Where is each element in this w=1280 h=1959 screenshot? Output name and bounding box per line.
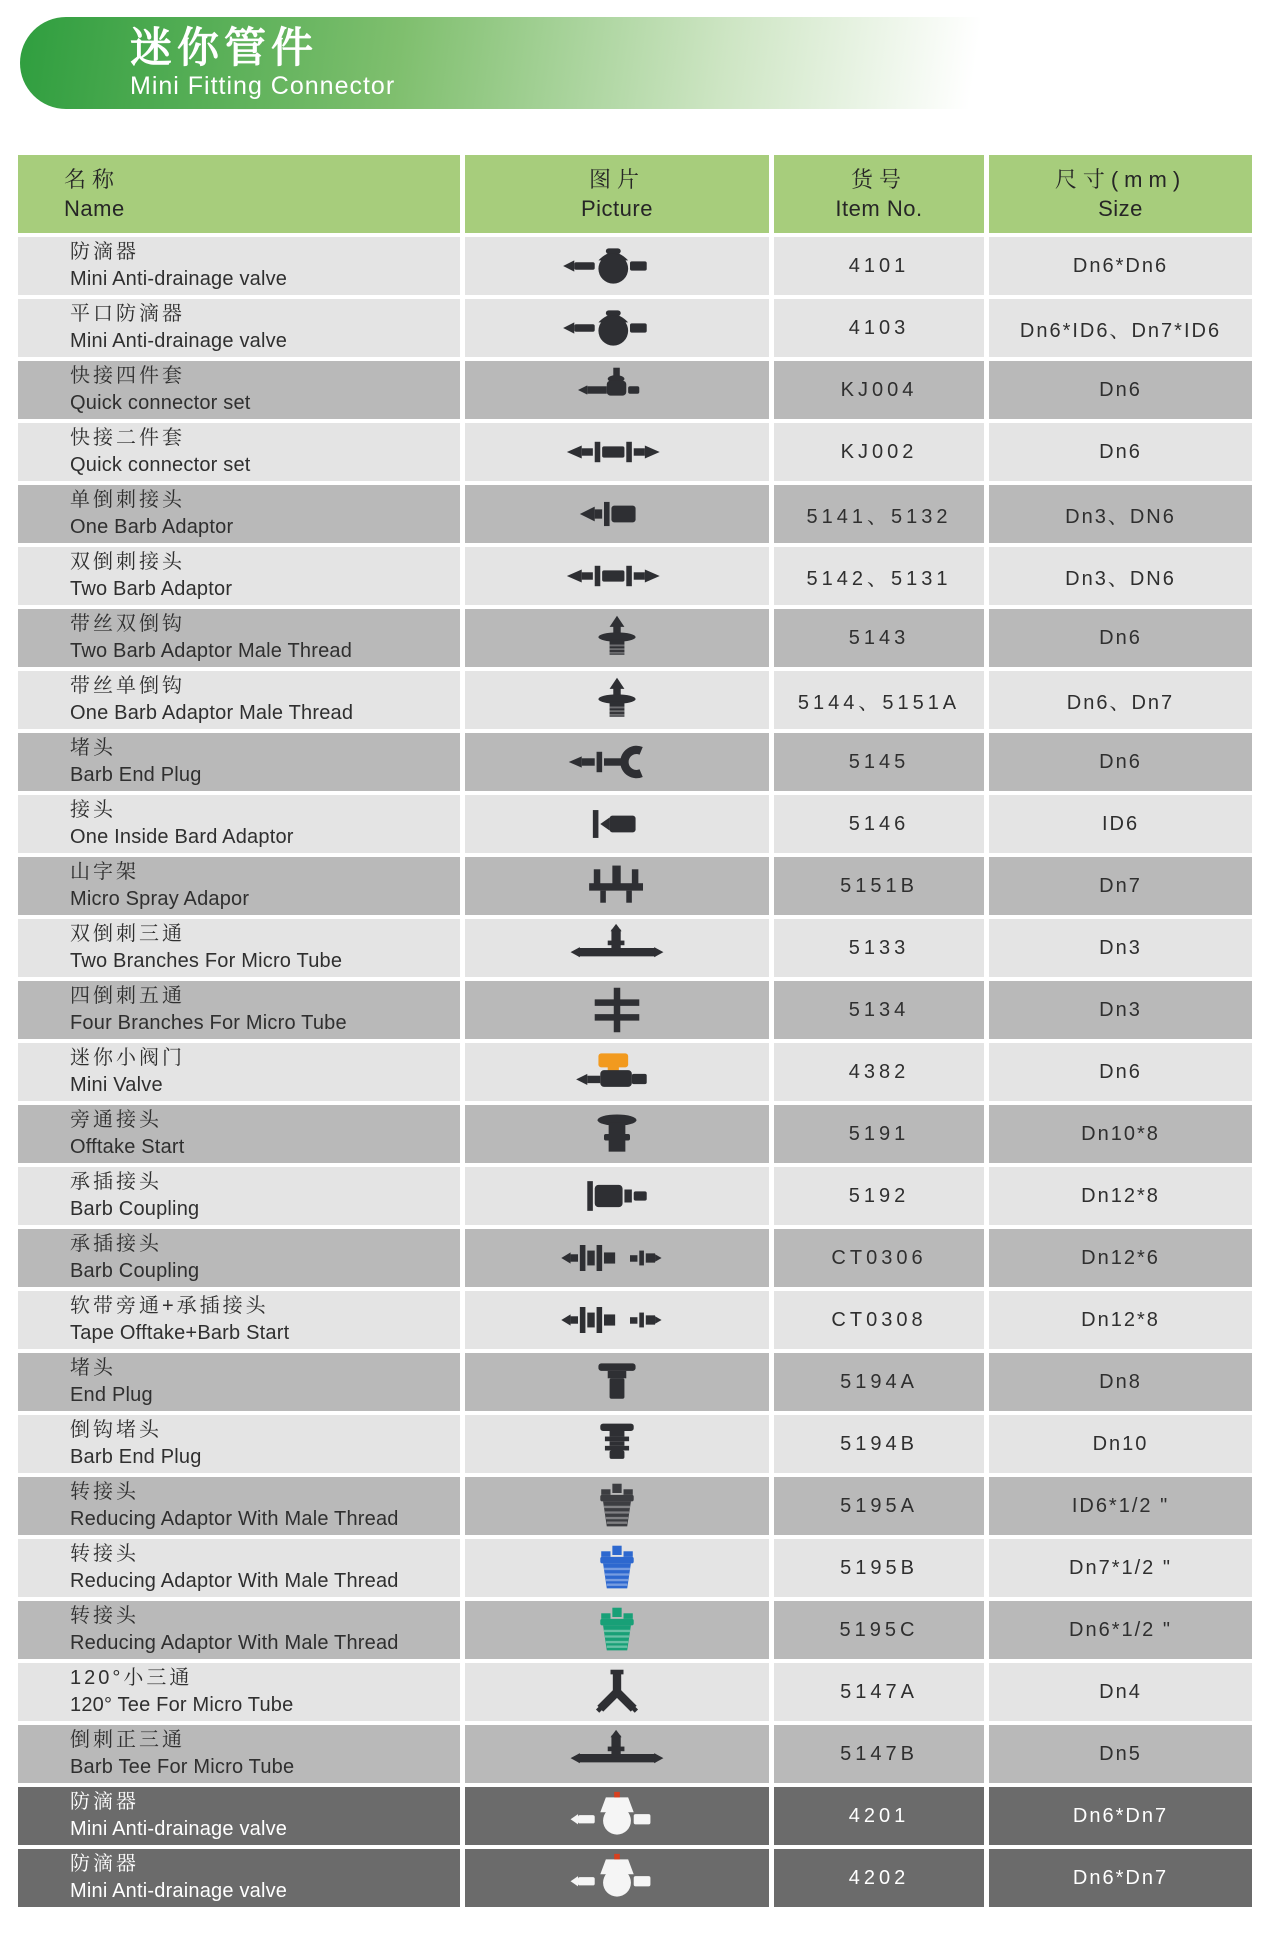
table-row (18, 981, 1251, 1039)
header-size (989, 155, 1252, 233)
size-cell: Dn12*8 (989, 1291, 1252, 1349)
product-photo-cell (465, 1353, 769, 1411)
white-valve-icon (527, 1790, 707, 1842)
table-row (18, 1353, 1251, 1411)
product-name-cell (18, 1353, 460, 1411)
product-photo-cell (465, 795, 769, 853)
item-no-cell: 5194B (774, 1415, 984, 1473)
item-no-cell: 5145 (774, 733, 984, 791)
product-name-en: Quick connector set (70, 454, 251, 476)
product-name-cn: 旁通接头 (70, 1109, 162, 1131)
product-name-en: One Barb Adaptor Male Thread (70, 702, 354, 724)
one-barb-adaptor-icon (527, 488, 707, 540)
product-name-cell (18, 1105, 460, 1163)
table-row (18, 1601, 1251, 1659)
product-name-cell (18, 299, 460, 357)
product-name-cell (18, 1787, 460, 1845)
barb-end-plug-icon (527, 1418, 707, 1470)
product-name-cell (18, 1415, 460, 1473)
size-cell: Dn6*Dn7 (989, 1849, 1252, 1907)
table-row (18, 423, 1251, 481)
barb-tee-icon (527, 922, 707, 974)
product-name-cell (18, 423, 460, 481)
table-row (18, 919, 1251, 977)
header-name-cn: 名称 (64, 167, 121, 192)
item-no-cell: 4103 (774, 299, 984, 357)
product-name-en: Mini Anti-drainage valve (70, 268, 288, 290)
table-row (18, 1229, 1251, 1287)
size-cell: Dn12*6 (989, 1229, 1252, 1287)
table-row (18, 609, 1251, 667)
table-row (18, 299, 1251, 357)
product-photo-cell (465, 1043, 769, 1101)
product-name-en: Tape Offtake+Barb Start (70, 1322, 290, 1344)
product-name-cell (18, 361, 460, 419)
table-row (18, 485, 1251, 543)
product-photo-cell (465, 733, 769, 791)
reducing-adaptor-icon (527, 1480, 707, 1532)
product-photo-cell (465, 1849, 769, 1907)
table-row (18, 547, 1251, 605)
size-cell: Dn7*1/2 " (989, 1539, 1252, 1597)
product-name-cn: 倒钩堵头 (70, 1419, 162, 1441)
product-name-cn: 120°小三通 (70, 1667, 193, 1689)
product-name-cn: 接头 (70, 799, 116, 821)
item-no-cell: 5195B (774, 1539, 984, 1597)
product-photo-cell (465, 1601, 769, 1659)
size-cell: Dn6 (989, 609, 1252, 667)
header-name-en: Name (64, 196, 125, 221)
product-name-en: Barb Coupling (70, 1198, 200, 1220)
barb-tee-icon (527, 1728, 707, 1780)
product-name-en: Reducing Adaptor With Male Thread (70, 1508, 399, 1530)
table-row (18, 1477, 1251, 1535)
product-name-cell (18, 857, 460, 915)
two-piece-coupling-icon (527, 1294, 707, 1346)
product-name-en: Barb End Plug (70, 1446, 202, 1468)
product-name-en: Reducing Adaptor With Male Thread (70, 1632, 399, 1654)
product-photo-cell (465, 1105, 769, 1163)
item-no-cell: 5134 (774, 981, 984, 1039)
white-valve-icon (527, 1852, 707, 1904)
size-cell: Dn6 (989, 733, 1252, 791)
product-name-cell (18, 795, 460, 853)
product-photo-cell (465, 609, 769, 667)
item-no-cell: 5194A (774, 1353, 984, 1411)
table-row (18, 1291, 1251, 1349)
size-cell: Dn10 (989, 1415, 1252, 1473)
product-name-cn: 四倒刺五通 (70, 985, 185, 1007)
quick-connector-icon (527, 364, 707, 416)
product-name-cell (18, 1229, 460, 1287)
product-photo-cell (465, 1415, 769, 1473)
header-picture (465, 155, 769, 233)
catalog-table (18, 155, 1251, 1907)
table-row (18, 671, 1251, 729)
product-name-en: Two Barb Adaptor (70, 578, 233, 600)
product-name-cn: 软带旁通+承插接头 (70, 1295, 269, 1317)
table-row (18, 795, 1251, 853)
product-photo-cell (465, 1787, 769, 1845)
product-name-en: Two Branches For Micro Tube (70, 950, 343, 972)
item-no-cell: KJ002 (774, 423, 984, 481)
size-cell: Dn6 (989, 423, 1252, 481)
product-photo-cell (465, 237, 769, 295)
product-name-cn: 防滴器 (70, 241, 139, 263)
c-clip-plug-icon (527, 736, 707, 788)
product-name-en: Barb Coupling (70, 1260, 200, 1282)
product-photo-cell (465, 423, 769, 481)
item-no-cell: 5133 (774, 919, 984, 977)
size-cell: Dn6、Dn7 (989, 671, 1252, 729)
item-no-cell: 5146 (774, 795, 984, 853)
item-no-cell: 5147B (774, 1725, 984, 1783)
product-photo-cell (465, 919, 769, 977)
product-name-cell (18, 1291, 460, 1349)
product-name-en: Mini Anti-drainage valve (70, 1818, 288, 1840)
product-name-en: Mini Anti-drainage valve (70, 330, 288, 352)
product-name-cell (18, 733, 460, 791)
anti-drainage-valve-icon (527, 240, 707, 292)
two-barb-spindle-icon (527, 426, 707, 478)
product-name-cell (18, 1539, 460, 1597)
table-row (18, 1415, 1251, 1473)
product-name-cell (18, 1725, 460, 1783)
product-photo-cell (465, 547, 769, 605)
table-row (18, 1167, 1251, 1225)
item-no-cell: 5195A (774, 1477, 984, 1535)
two-piece-coupling-icon (527, 1232, 707, 1284)
product-name-cell (18, 547, 460, 605)
item-no-cell: 5143 (774, 609, 984, 667)
product-name-cn: 承插接头 (70, 1233, 162, 1255)
size-cell: Dn6*ID6、Dn7*ID6 (989, 299, 1252, 357)
product-name-cell (18, 1849, 460, 1907)
product-name-cell (18, 981, 460, 1039)
product-photo-cell (465, 1477, 769, 1535)
size-cell: Dn6*Dn7 (989, 1787, 1252, 1845)
product-name-en: Barb End Plug (70, 764, 202, 786)
product-photo-cell (465, 1663, 769, 1721)
product-photo-cell (465, 361, 769, 419)
item-no-cell: 4382 (774, 1043, 984, 1101)
barb-male-thread-icon (527, 612, 707, 664)
page-subtitle: Mini Fitting Connector (130, 72, 396, 100)
header-name (18, 155, 460, 233)
table-row (18, 733, 1251, 791)
product-name-cn: 双倒刺三通 (70, 923, 185, 945)
product-name-cn: 山字架 (70, 861, 139, 883)
end-plug-icon (527, 1356, 707, 1408)
product-name-cn: 堵头 (70, 737, 116, 759)
product-name-cell (18, 237, 460, 295)
product-name-en: One Inside Bard Adaptor (70, 826, 294, 848)
product-name-cn: 双倒刺接头 (70, 551, 185, 573)
product-name-en: Reducing Adaptor With Male Thread (70, 1570, 399, 1592)
product-photo-cell (465, 485, 769, 543)
anti-drainage-valve-icon (527, 302, 707, 354)
inside-barb-adaptor-icon (527, 798, 707, 850)
table-row (18, 1105, 1251, 1163)
size-cell: ID6*1/2 " (989, 1477, 1252, 1535)
item-no-cell: 5192 (774, 1167, 984, 1225)
product-name-cn: 快接二件套 (70, 427, 185, 449)
product-photo-cell (465, 299, 769, 357)
table-row (18, 361, 1251, 419)
size-cell: Dn10*8 (989, 1105, 1252, 1163)
product-name-cn: 防滴器 (70, 1791, 139, 1813)
item-no-cell: CT0306 (774, 1229, 984, 1287)
product-name-cn: 堵头 (70, 1357, 116, 1379)
size-cell: Dn6 (989, 1043, 1252, 1101)
table-row (18, 1043, 1251, 1101)
item-no-cell: 5147A (774, 1663, 984, 1721)
table-row (18, 1849, 1251, 1907)
product-photo-cell (465, 1539, 769, 1597)
barb-cross-icon (527, 984, 707, 1036)
item-no-cell: 5191 (774, 1105, 984, 1163)
table-row (18, 1787, 1251, 1845)
item-no-cell: 5195C (774, 1601, 984, 1659)
product-name-en: Micro Spray Adapor (70, 888, 250, 910)
size-cell: Dn6*Dn6 (989, 237, 1252, 295)
product-photo-cell (465, 671, 769, 729)
product-name-cn: 倒刺正三通 (70, 1729, 185, 1751)
product-name-cn: 单倒刺接头 (70, 489, 185, 511)
product-photo-cell (465, 1229, 769, 1287)
table-row (18, 1725, 1251, 1783)
product-name-cn: 转接头 (70, 1481, 139, 1503)
product-name-cn: 快接四件套 (70, 365, 185, 387)
offtake-start-icon (527, 1108, 707, 1160)
product-name-cell (18, 1043, 460, 1101)
product-name-cn: 防滴器 (70, 1853, 139, 1875)
size-cell: Dn12*8 (989, 1167, 1252, 1225)
size-cell: Dn5 (989, 1725, 1252, 1783)
product-name-en: Four Branches For Micro Tube (70, 1012, 347, 1034)
item-no-cell: 5141、5132 (774, 485, 984, 543)
header-item-no (774, 155, 984, 233)
product-name-cell (18, 919, 460, 977)
barb-male-thread-icon (527, 674, 707, 726)
size-cell: Dn3 (989, 919, 1252, 977)
product-name-en: 120° Tee For Micro Tube (70, 1694, 294, 1716)
barb-coupling-icon (527, 1170, 707, 1222)
product-name-en: Mini Anti-drainage valve (70, 1880, 288, 1902)
micro-spray-adaptor-icon (527, 860, 707, 912)
header-size-cn: 尺寸(mm) (1054, 167, 1187, 192)
product-name-en: Barb Tee For Micro Tube (70, 1756, 295, 1778)
product-photo-cell (465, 981, 769, 1039)
size-cell: Dn4 (989, 1663, 1252, 1721)
header-size-en: Size (1098, 196, 1143, 221)
product-name-cn: 转接头 (70, 1543, 139, 1565)
item-no-cell: 5151B (774, 857, 984, 915)
product-name-cell (18, 1477, 460, 1535)
product-name-cell (18, 1601, 460, 1659)
page-title: 迷你管件 (130, 24, 319, 71)
header-picture-en: Picture (581, 196, 653, 221)
product-name-en: Mini Valve (70, 1074, 163, 1096)
item-no-cell: 4101 (774, 237, 984, 295)
header-item-no-en: Item No. (835, 196, 923, 221)
product-name-cell (18, 609, 460, 667)
product-name-en: Two Barb Adaptor Male Thread (70, 640, 353, 662)
size-cell: ID6 (989, 795, 1252, 853)
item-no-cell: 5144、5151A (774, 671, 984, 729)
product-name-cn: 带丝单倒钩 (70, 675, 185, 697)
mini-valve-icon (527, 1046, 707, 1098)
size-cell: Dn8 (989, 1353, 1252, 1411)
product-photo-cell (465, 1725, 769, 1783)
page-banner (20, 17, 1020, 109)
size-cell: Dn7 (989, 857, 1252, 915)
item-no-cell: CT0308 (774, 1291, 984, 1349)
product-name-cn: 迷你小阀门 (70, 1047, 185, 1069)
table-row (18, 237, 1251, 295)
reducing-adaptor-icon (527, 1604, 707, 1656)
product-name-cell (18, 485, 460, 543)
item-no-cell: 4202 (774, 1849, 984, 1907)
product-photo-cell (465, 857, 769, 915)
table-row (18, 1539, 1251, 1597)
product-photo-cell (465, 1167, 769, 1225)
product-name-en: End Plug (70, 1384, 153, 1406)
table-row (18, 1663, 1251, 1721)
size-cell: Dn6 (989, 361, 1252, 419)
table-header-row (18, 155, 1251, 233)
item-no-cell: KJ004 (774, 361, 984, 419)
product-name-cn: 平口防滴器 (70, 303, 185, 325)
product-name-cell (18, 1663, 460, 1721)
table-row (18, 857, 1251, 915)
product-name-en: One Barb Adaptor (70, 516, 234, 538)
reducing-adaptor-icon (527, 1542, 707, 1594)
product-photo-cell (465, 1291, 769, 1349)
product-name-cn: 带丝双倒钩 (70, 613, 185, 635)
product-name-cell (18, 1167, 460, 1225)
size-cell: Dn3 (989, 981, 1252, 1039)
size-cell: Dn3、DN6 (989, 485, 1252, 543)
size-cell: Dn3、DN6 (989, 547, 1252, 605)
item-no-cell: 4201 (774, 1787, 984, 1845)
product-name-en: Quick connector set (70, 392, 251, 414)
item-no-cell: 5142、5131 (774, 547, 984, 605)
header-picture-cn: 图片 (588, 167, 645, 192)
y-tee-icon (527, 1666, 707, 1718)
product-name-cn: 承插接头 (70, 1171, 162, 1193)
size-cell: Dn6*1/2 " (989, 1601, 1252, 1659)
product-name-cell (18, 671, 460, 729)
product-name-cn: 转接头 (70, 1605, 139, 1627)
two-barb-spindle-icon (527, 550, 707, 602)
product-name-en: Offtake Start (70, 1136, 185, 1158)
header-item-no-cn: 货号 (850, 167, 907, 192)
